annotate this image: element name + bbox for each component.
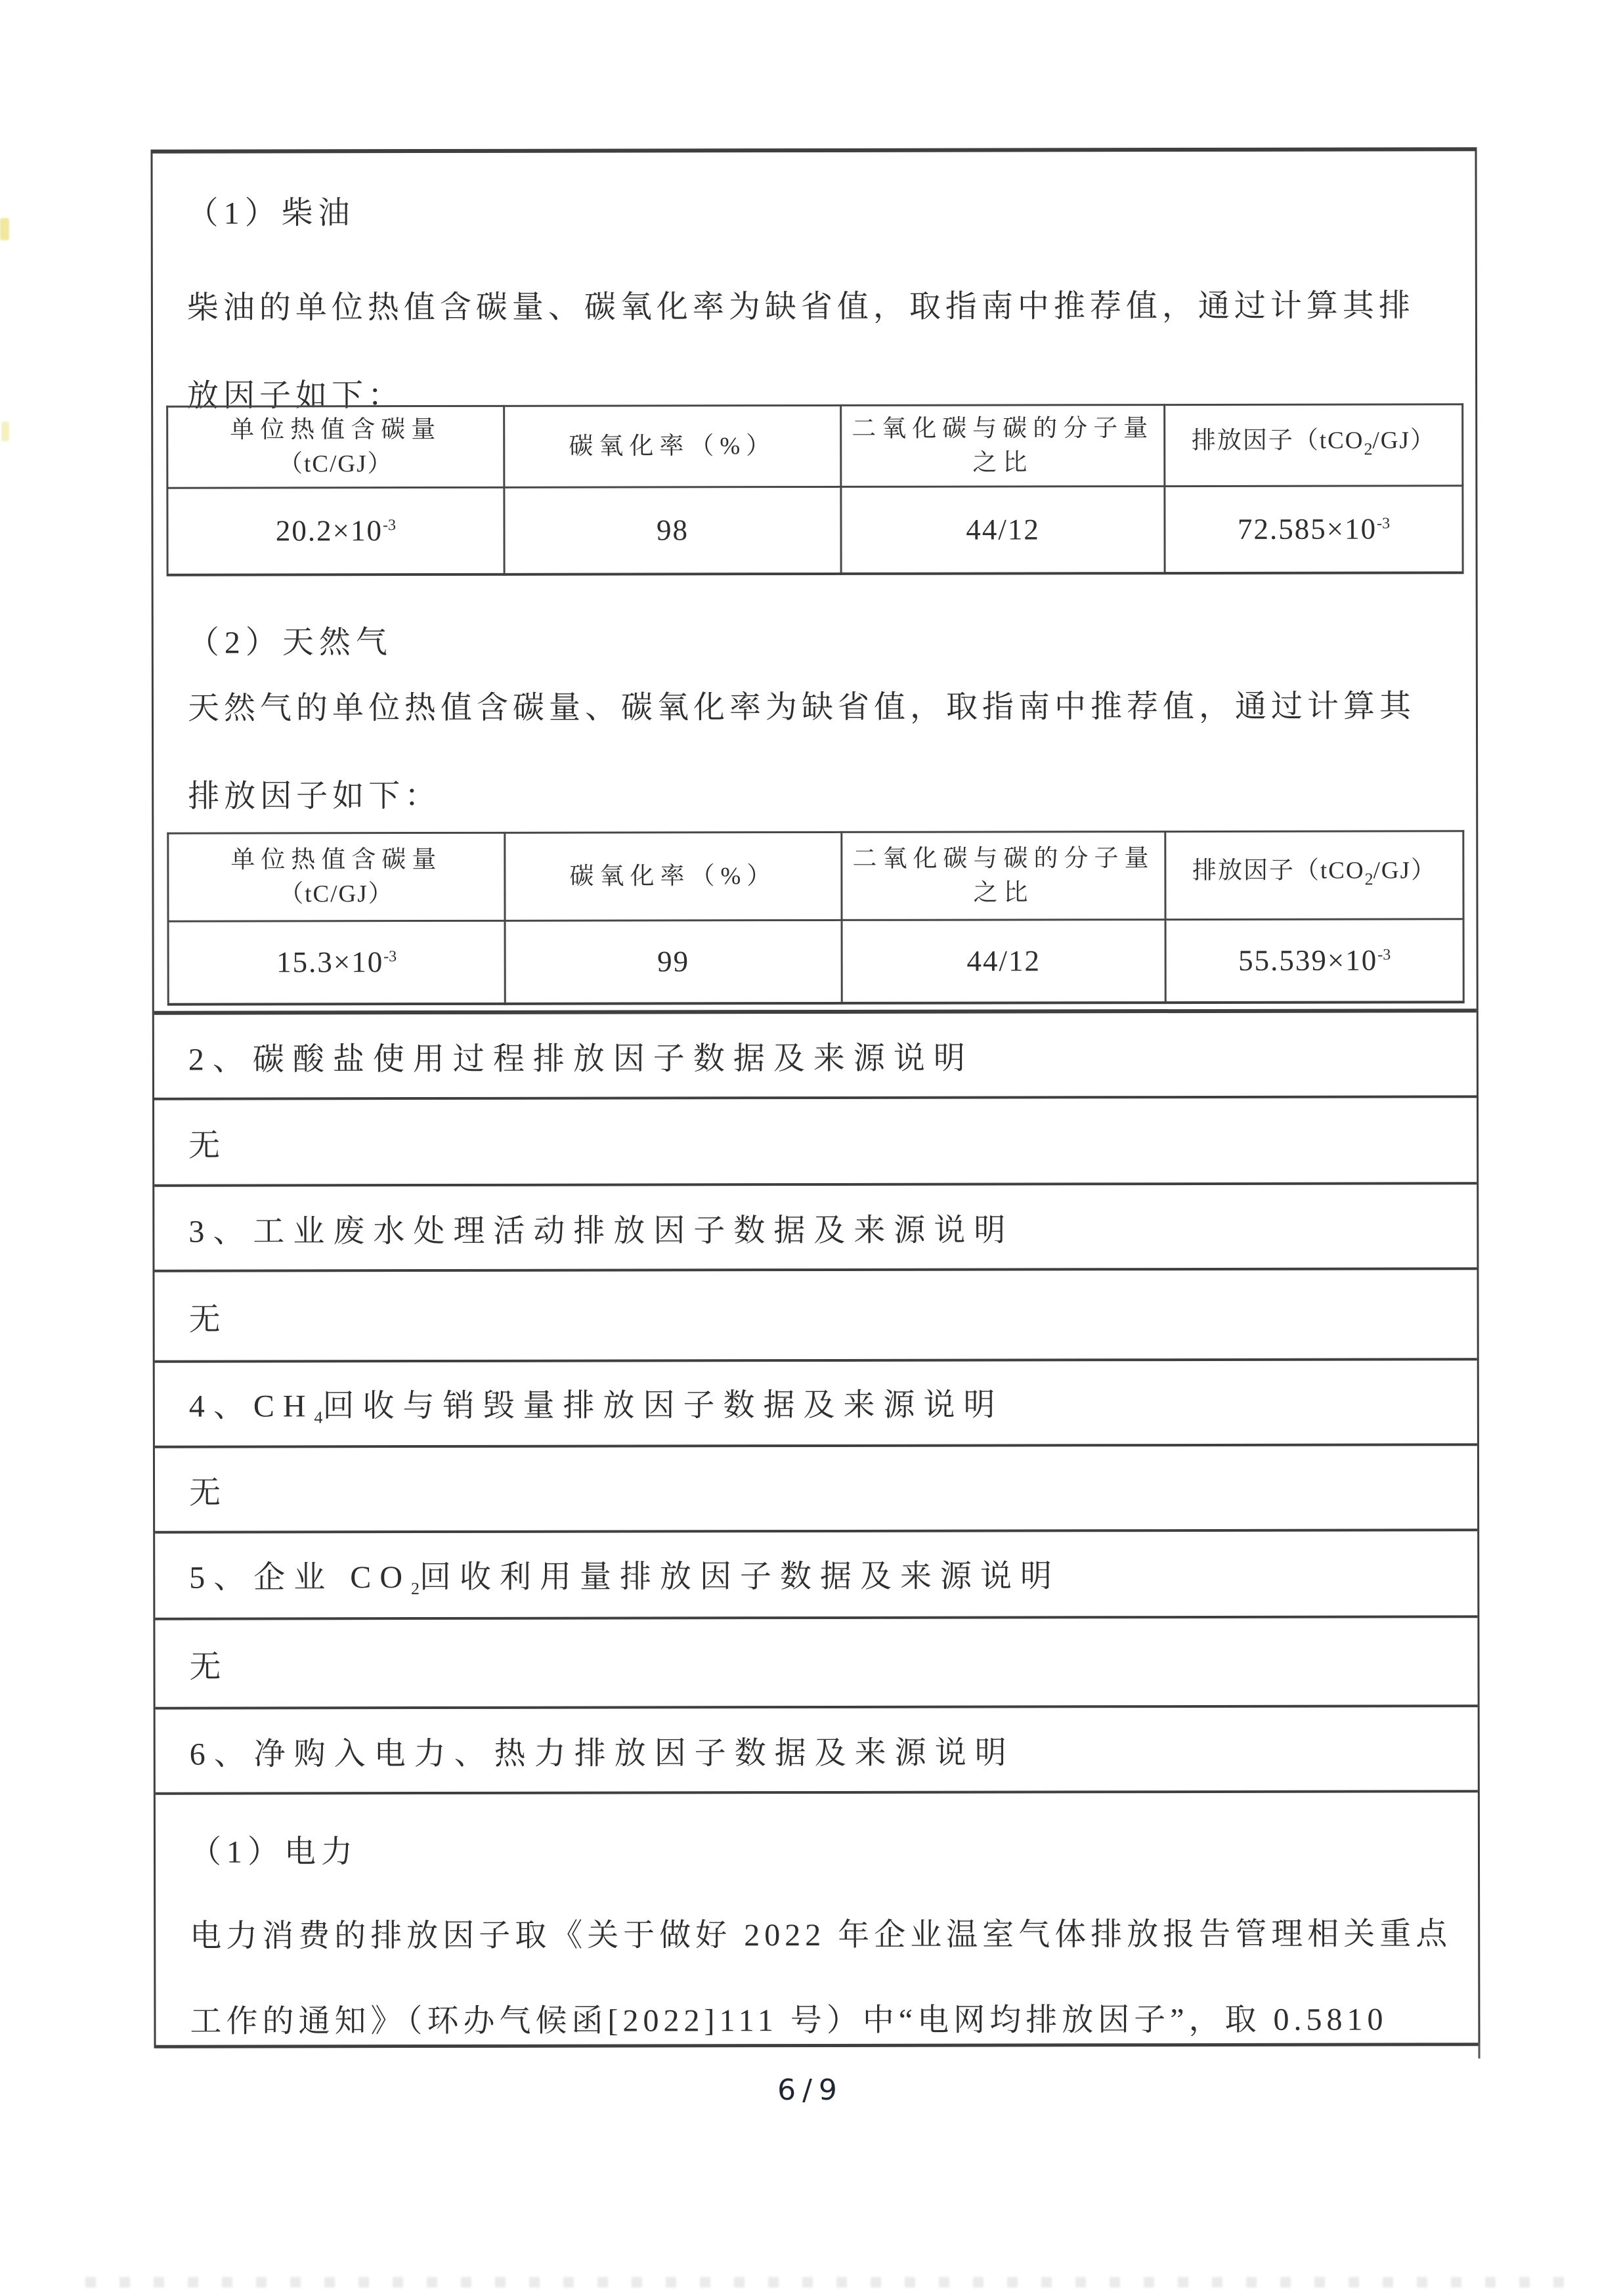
header-molecular-ratio-line1: 二氧化碳与碳的分子量 [852, 414, 1154, 443]
header-heat-content [168, 833, 505, 921]
section-co2-title-row [155, 1528, 1477, 1618]
header-emission-factor [1165, 404, 1463, 487]
gas-paragraph-line2: 排放因子如下： [188, 778, 441, 814]
header-molecular-ratio-line2: 之比 [972, 448, 1033, 477]
diesel-emission-factor-value: $72.585\times 10^{-3}$ [1165, 486, 1463, 573]
page-number: 6/9 [777, 2073, 844, 2107]
scan-artifact-border-tick [1479, 2043, 1481, 2058]
diesel-paragraph-line2: 放因子如下： [187, 378, 404, 414]
scan-artifact-yellow-mark [1, 422, 9, 441]
section-electricity-heat-title-row [156, 1704, 1478, 1792]
ch4-subscript: 4 [314, 1408, 323, 1427]
document-border-box [150, 147, 1480, 2048]
electricity-heading: （1）电力 [189, 1834, 358, 1870]
header-molecular-ratio [842, 832, 1165, 921]
exponent: -3 [383, 517, 397, 534]
scan-noise-strip [85, 2277, 1582, 2287]
header-oxidation-rate [504, 405, 841, 487]
scan-artifact-yellow-mark [0, 218, 9, 240]
header-heat-content [167, 406, 504, 488]
gas-heading: （2）天然气 [187, 625, 393, 661]
header-molecular-ratio [841, 405, 1165, 487]
section-co2-value-row [155, 1615, 1477, 1707]
diesel-table-header-row [167, 404, 1463, 488]
co2-subscript: 2 [1364, 869, 1373, 889]
section-wastewater-value-row [154, 1267, 1477, 1360]
header-emission-factor-label: 排放因子（tCO$_2$/GJ） [1191, 427, 1436, 459]
exponent: -3 [1377, 946, 1391, 964]
header-oxidation-rate [505, 832, 842, 921]
gas-paragraph-line1: 天然气的单位热值含碳量、碳氧化率为缺省值，取指南中推荐值，通过计算其 [187, 689, 1416, 726]
gas-emission-factor-value: $55.539\times 10^{-3}$ [1165, 919, 1463, 1003]
gas-table-header-row [168, 831, 1463, 921]
header-heat-content-unit: （tC/GJ） [279, 880, 394, 907]
diesel-ratio-value: 44/12 [841, 487, 1165, 574]
header-molecular-ratio-line2: 之比 [973, 878, 1034, 907]
exponent: -3 [383, 948, 397, 966]
co2-subscript: 2 [410, 1579, 420, 1599]
section-ch4-value: 无 [189, 1475, 227, 1511]
header-heat-content-line1: 单位热值含碳量 [230, 846, 443, 874]
section-carbonate-title-row [154, 1008, 1477, 1098]
diesel-oxidation-value: 98 [504, 487, 841, 574]
section-wastewater-title-row [154, 1182, 1477, 1270]
section-ch4-value-row [155, 1443, 1477, 1531]
header-heat-content-unit: （tC/GJ） [278, 450, 393, 477]
header-oxidation-rate-label: 碳氧化率（%） [569, 862, 777, 890]
diesel-table-value-row [167, 486, 1463, 574]
electricity-paragraph-line2: 工作的通知》（环办气候函[2022]111 号）中“电网均排放因子”，取 0.5810 [190, 2002, 1388, 2039]
co2-subscript: 2 [1364, 439, 1373, 459]
section-electricity-content-row [156, 1790, 1479, 2045]
diesel-paragraph-line1: 柴油的单位热值含碳量、碳氧化率为缺省值，取指南中推荐值，通过计算其排 [186, 288, 1415, 326]
header-molecular-ratio-line1: 二氧化碳与碳的分子量 [852, 844, 1155, 873]
diesel-factor-table [166, 403, 1463, 576]
gas-heat-content-value: $15.3\times 10^{-3}$ [168, 921, 505, 1004]
section-electricity-heat-title: 6、净购入电力、热力排放因子数据及来源说明 [189, 1735, 1015, 1772]
section-wastewater-value: 无 [188, 1302, 226, 1337]
diesel-heading: （1）柴油 [186, 196, 355, 231]
header-heat-content-line1: 单位热值含碳量 [230, 416, 442, 444]
section-carbonate-title: 2、碳酸盐使用过程排放因子数据及来源说明 [188, 1041, 974, 1077]
section-co2-value: 无 [189, 1649, 227, 1685]
section-wastewater-title: 3、工业废水处理活动排放因子数据及来源说明 [188, 1212, 1014, 1249]
section-carbonate-value: 无 [188, 1128, 226, 1163]
diesel-heat-content-value: $20.2\times 10^{-3}$ [167, 487, 504, 574]
header-emission-factor-label: 排放因子（tCO$_2$/GJ） [1192, 857, 1437, 889]
section-ch4-title: 4、$CH_4$回收与销毁量排放因子数据及来源说明 [188, 1387, 1004, 1427]
electricity-paragraph-line1: 电力消费的排放因子取《关于做好 2022 年企业温室气体排放报告管理相关重点 [190, 1917, 1452, 1954]
section-ch4-title-row [155, 1358, 1477, 1446]
gas-table-value-row [168, 919, 1463, 1004]
exponent: -3 [1377, 515, 1391, 532]
gas-oxidation-value: 99 [505, 920, 842, 1003]
header-emission-factor [1165, 831, 1463, 920]
section-co2-title: 5、企业 $CO_2$回收利用量排放因子数据及来源说明 [189, 1559, 1061, 1599]
section-carbonate-value-row [154, 1095, 1477, 1184]
section-fuel-emission-factors [152, 151, 1476, 1011]
header-oxidation-rate-label: 碳氧化率（%） [569, 432, 777, 460]
gas-ratio-value: 44/12 [842, 920, 1165, 1003]
gas-factor-table [167, 830, 1464, 1005]
